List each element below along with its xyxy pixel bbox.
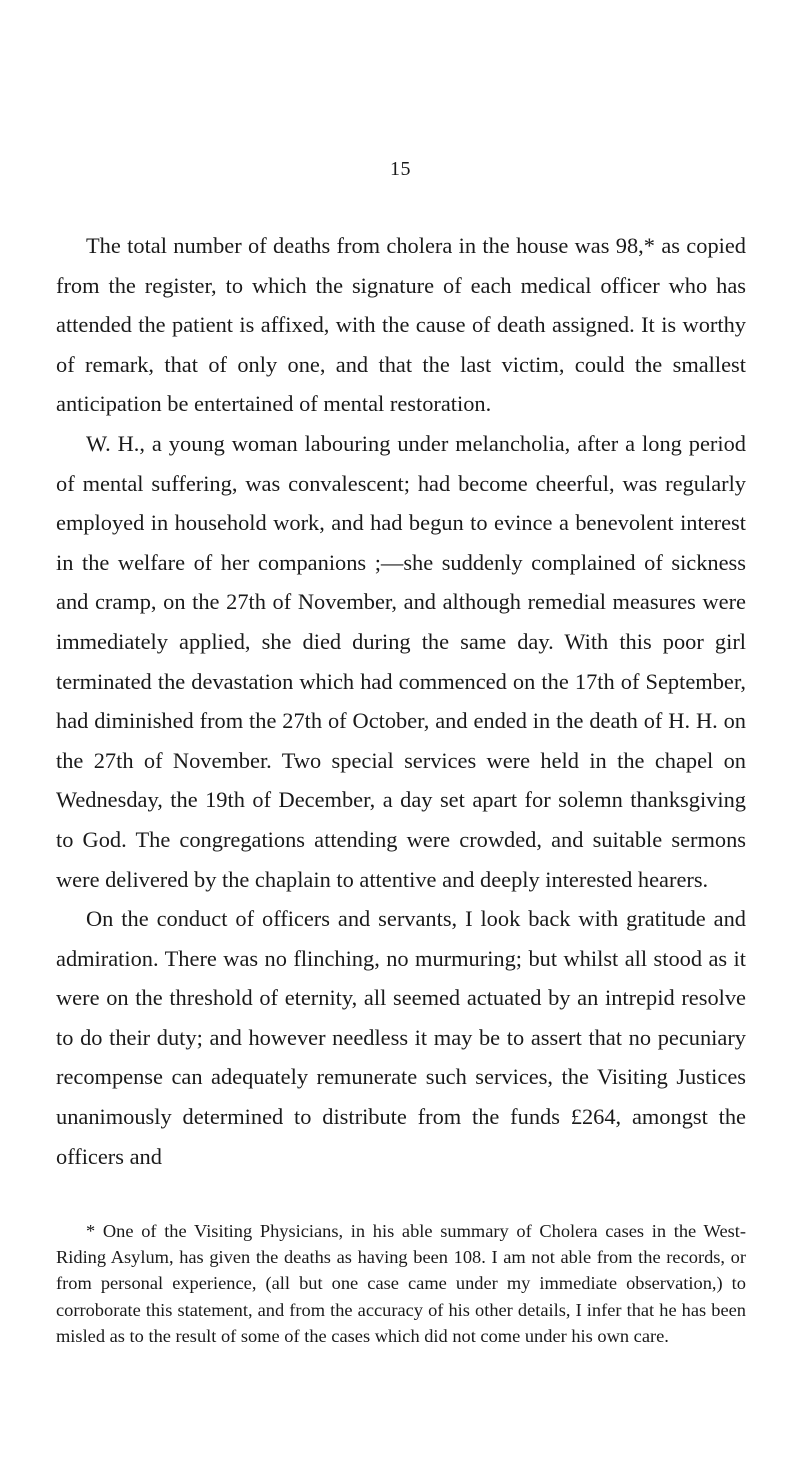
body-text — [56, 226, 746, 1176]
paragraph-deaths-total: The total number of deaths from cholera in the house was 98,* as copied from the register, to which the signature of each medical officer who has attended the patient is affixed, with the cause of death assigned. It is worthy of remark, that of only one, and that the last victim, could the smallest anticipation be entertained of mental restoration. — [56, 233, 746, 417]
paragraph-officers-conduct: On the conduct of officers and servants, I look back with gratitude and admiration. There was no flinching, no murmuring; but whilst all stood as it were on the threshold of eternity, all seemed actuated by an intrepid resolve to do their duty; and however needless it may be to assert that no pecuniary recompense can adequately remunerate such services, the Visiting Justices unanimously determined to distribute from the funds £264, amongst the officers and — [56, 906, 746, 1169]
paragraph-last-victim: W. H., a young woman labouring under melancholia, after a long period of mental suffering, was convalescent; had become cheerful, was regularly employed in household work, and had begun to evince a benevolent interest in the welfare of her companions ;—she suddenly complained of sickness and cramp, on the 27th of November, and although remedial measures were immediately applied, she died during the same day. With this poor girl terminated the devastation which had commenced on the 17th of September, had diminished from the 27th of October, and ended in the death of H. H. on the 27th of November. Two special services were held in the chapel on Wednesday, the 19th of December, a day set apart for solemn thanksgiving to God. The congregations attending were crowded, and suitable sermons were delivered by the chaplain to attentive and deeply interested hearers. — [56, 430, 746, 892]
footnote-text: * One of the Visiting Physicians, in his able summary of Cholera cases in the West-Riding Asylum, has given the deaths as having been 108. I am not able from the records, or from personal experience, (all but one case came under my immediate observation,) to corroborate this statement, and from the accuracy of his other details, I infer that he has been misled as to the result of some of the cases which did not come under his own care. — [56, 1221, 746, 1346]
page-number: 15 — [390, 158, 411, 180]
footnote — [56, 1218, 746, 1349]
